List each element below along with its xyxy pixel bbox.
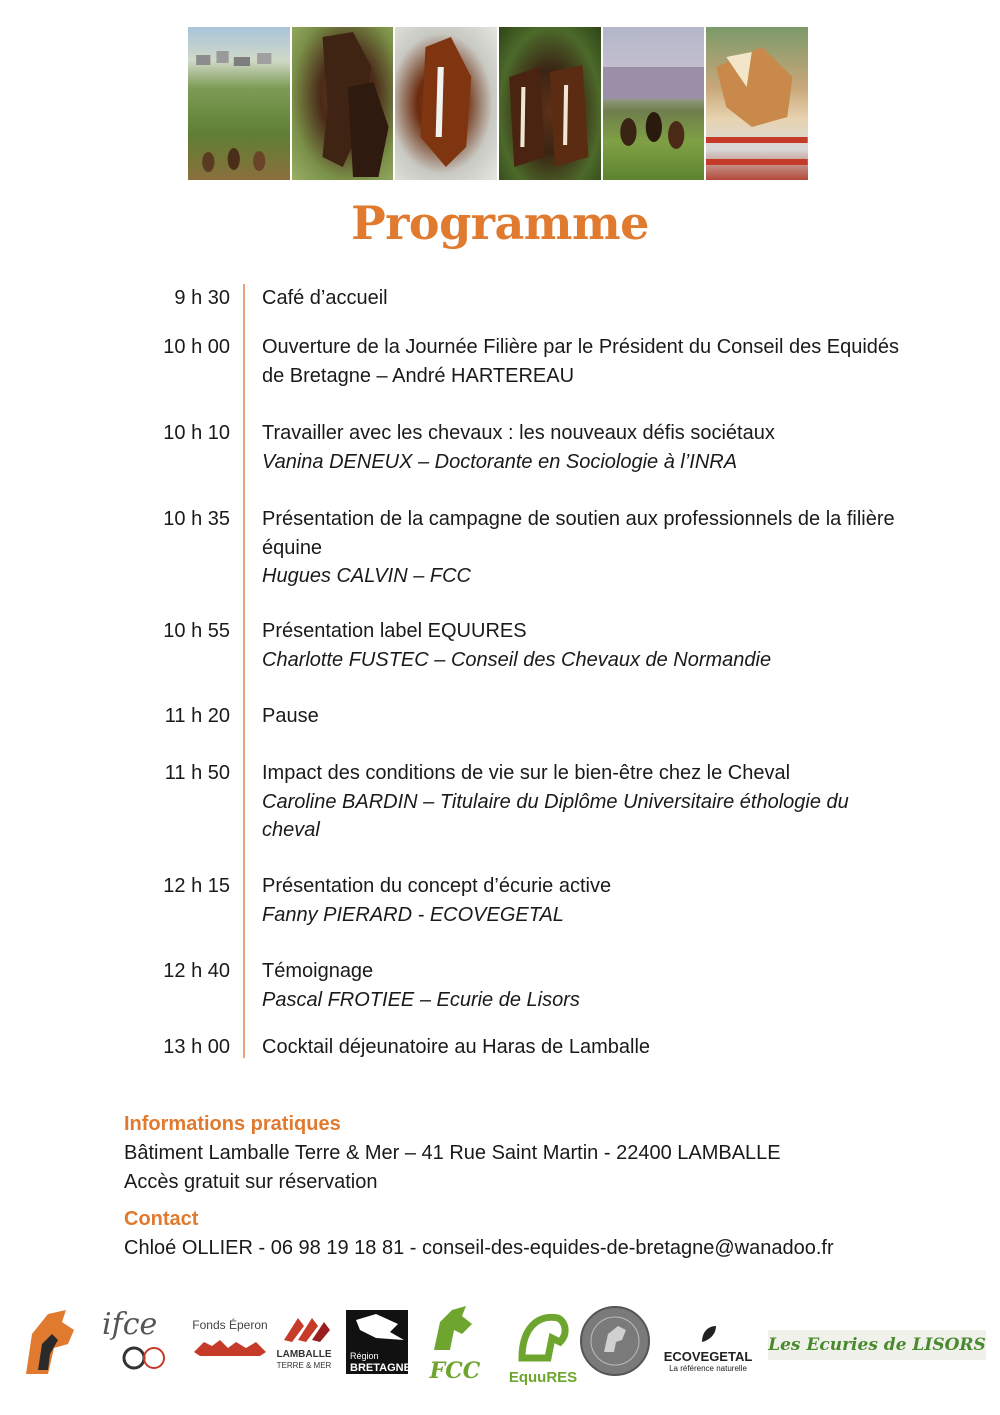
schedule-time: 10 h 55 (163, 620, 230, 642)
conseil-equides-logo (18, 1304, 86, 1380)
fcc-logo (422, 1304, 488, 1384)
waves-icon (274, 1312, 334, 1344)
fcc-wordmark: FCC (429, 1358, 481, 1384)
schedule-title: Présentation du concept d’écurie active (262, 875, 612, 897)
schedule-speaker: Vanina DENEUX – Doctorante en Sociologie à l’INRA (262, 450, 738, 473)
ecovegetal-tagline: La référence naturelle (669, 1364, 747, 1373)
horses-icon (190, 1332, 270, 1362)
horseshoe-icon (102, 1342, 172, 1372)
schedule-title: Café d’accueil (262, 287, 388, 309)
horse-head-outline-icon (508, 1308, 578, 1364)
lamballe-label: LAMBALLE (276, 1349, 332, 1360)
leaf-icon (658, 1324, 758, 1344)
horse-medallion-icon (582, 1308, 648, 1374)
schedule-speaker: Hugues CALVIN – FCC (262, 565, 471, 587)
schedule-speaker: Pascal FROTIEE – Ecurie de Lisors (262, 988, 580, 1011)
practical-info-heading: Informations pratiques (124, 1113, 341, 1135)
lisors-wordmark: Les Ecuries de LISORS (768, 1335, 986, 1355)
fonds-eperon-label: Fonds Éperon (192, 1318, 268, 1332)
timeline-divider (243, 284, 245, 1058)
photo-banner (188, 27, 808, 180)
photo-village-riders (188, 27, 292, 180)
ecovegetal-wordmark: ECOVEGETAL (663, 1349, 753, 1364)
ifce-logo (102, 1308, 172, 1378)
schedule-title: Impact des conditions de vie sur le bien-être chez le Cheval (262, 762, 791, 784)
photo-horse-race (603, 27, 707, 180)
region-bretagne-logo (346, 1310, 411, 1374)
ermine-icon (346, 1310, 408, 1346)
schedule-title: Ouverture de la Journée Filière par le Président du Conseil des Equidés de Bretagne – André HARTEREAU (262, 336, 900, 387)
practical-info (124, 1110, 924, 1197)
equures-logo (508, 1308, 578, 1388)
venue-address: Bâtiment Lamballe Terre & Mer – 41 Rue Saint Martin - 22400 LAMBALLE (124, 1142, 781, 1164)
photo-foal-mare (292, 27, 396, 180)
bretagne-label: BRETAGNE (350, 1362, 411, 1374)
schedule-time: 11 h 50 (164, 762, 230, 784)
schedule-title: Pause (262, 705, 319, 727)
schedule-title: Témoignage (262, 960, 374, 982)
lamballe-logo (274, 1312, 334, 1374)
horse-head-icon (18, 1304, 86, 1380)
schedule-title: Travailler avec les chevaux : les nouveaux défis sociétaux (262, 422, 775, 444)
region-label: Région (350, 1351, 379, 1361)
photo-draft-horses (499, 27, 603, 180)
schedule-time: 11 h 20 (164, 705, 230, 727)
schedule-speaker: Fanny PIERARD - ECOVEGETAL (262, 903, 564, 926)
contact-block (124, 1205, 924, 1263)
schedule-time: 13 h 00 (163, 1036, 230, 1058)
contact-line[interactable]: Chloé OLLIER - 06 98 19 18 81 - conseil-des-equides-de-bretagne@wanadoo.fr (124, 1237, 834, 1259)
schedule-title: Cocktail déjeunatoire au Haras de Lamballe (262, 1036, 651, 1058)
schedule-title: Présentation de la campagne de soutien aux professionnels de la filière équine (262, 508, 895, 559)
access-note: Accès gratuit sur réservation (124, 1171, 378, 1193)
schedule-speaker: Charlotte FUSTEC – Conseil des Chevaux de Normandie (262, 648, 772, 671)
schedule-speaker: Caroline BARDIN – Titulaire du Diplôme Universitaire éthologie du cheval (262, 790, 849, 841)
schedule-time: 10 h 10 (163, 422, 230, 444)
lamballe-sublabel: TERRE & MER (276, 1361, 332, 1370)
round-badge-logo (580, 1306, 650, 1376)
photo-show-jumping (706, 27, 808, 180)
schedule-time: 10 h 35 (163, 508, 230, 530)
schedule-time: 12 h 15 (163, 875, 230, 897)
photo-horse-head (395, 27, 499, 180)
ecuries-lisors-logo (768, 1330, 986, 1360)
ifce-wordmark: ifce (102, 1307, 158, 1342)
horse-silhouette-icon (422, 1304, 488, 1354)
equures-wordmark: EquuRES (508, 1369, 578, 1386)
fonds-eperon-logo (190, 1318, 270, 1368)
schedule-time: 9 h 30 (174, 287, 230, 309)
schedule-title: Présentation label EQUURES (262, 620, 527, 642)
ecovegetal-logo (658, 1324, 758, 1374)
page-title: Programme (351, 196, 649, 250)
partner-logos (18, 1300, 988, 1392)
schedule-time: 12 h 40 (163, 960, 230, 982)
contact-heading: Contact (124, 1208, 199, 1230)
schedule-time: 10 h 00 (163, 336, 230, 358)
